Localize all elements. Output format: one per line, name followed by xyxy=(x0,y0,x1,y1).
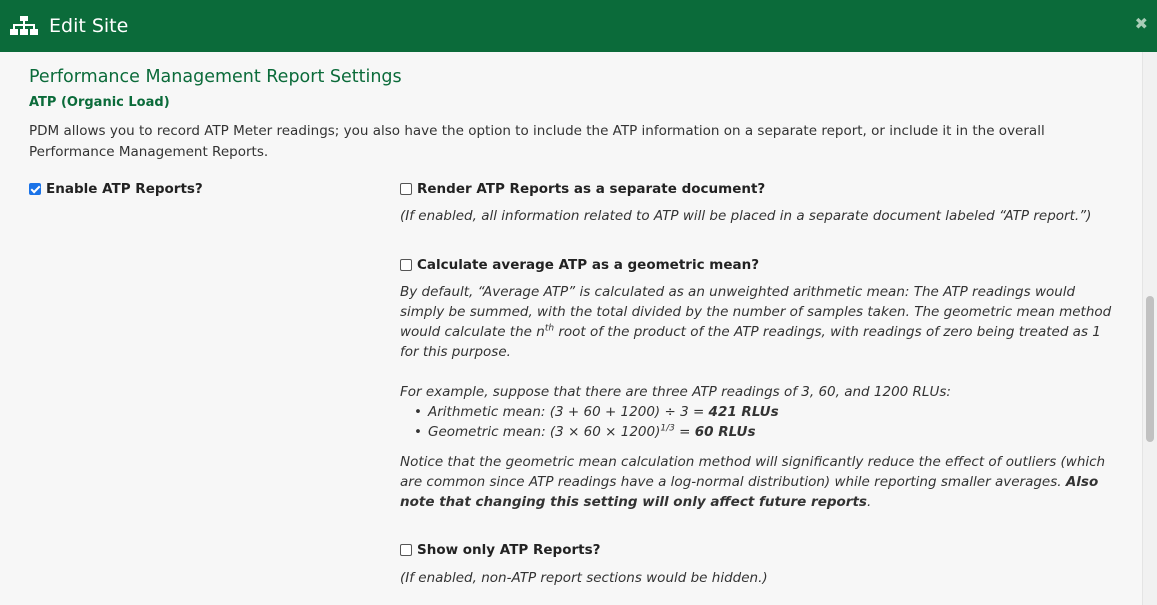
separate-doc-checkbox[interactable] xyxy=(400,183,412,195)
geo-result: 60 RLUs xyxy=(694,424,756,440)
enable-atp-checkbox[interactable] xyxy=(29,183,41,195)
only-atp-row[interactable] xyxy=(400,541,600,559)
geometric-mean-notice xyxy=(400,452,1115,512)
enable-atp-label[interactable]: Enable ATP Reports? xyxy=(46,181,203,197)
notice-bold: Also note that changing this setting will only affect future reports xyxy=(400,474,1099,510)
geometric-mean-description xyxy=(400,282,1115,362)
list-item xyxy=(428,402,779,422)
section-subtitle: ATP (Organic Load) xyxy=(29,95,170,110)
list-item xyxy=(428,422,779,442)
scrollbar[interactable] xyxy=(1142,52,1157,605)
desc-text-1: By default, “Average ATP” is calculated as an unweighted arithmetic mean: The ATP readings would simply be summed, with the total divided by the number of samples taken. The geometric mean method would calculate the n xyxy=(400,284,1112,340)
only-atp-label[interactable]: Show only ATP Reports? xyxy=(417,542,601,558)
modal-header xyxy=(0,0,1157,52)
geo-text: Geometric mean: (3 × 60 × 1200) xyxy=(428,424,661,440)
example-intro: For example, suppose that there are three ATP readings of 3, 60, and 1200 RLUs: xyxy=(400,384,951,400)
geometric-mean-row[interactable] xyxy=(400,256,759,274)
enable-atp-row[interactable] xyxy=(29,180,203,198)
arith-text: Arithmetic mean: (3 + 60 + 1200) ÷ 3 = xyxy=(428,404,709,420)
sitemap-icon xyxy=(10,16,38,36)
geo-eq: = xyxy=(674,424,695,440)
section-intro: PDM allows you to record ATP Meter readings; you also have the option to include the ATP information on a separate report, or include it in the overall Performance Management Reports. xyxy=(29,123,1045,160)
only-atp-checkbox[interactable] xyxy=(400,544,412,556)
desc-superscript: th xyxy=(544,323,555,334)
separate-doc-row[interactable] xyxy=(400,180,765,198)
section-title: Performance Management Report Settings xyxy=(29,67,402,87)
only-atp-note: (If enabled, non-ATP report sections would be hidden.) xyxy=(400,570,768,586)
example-list xyxy=(428,402,779,442)
separate-doc-label[interactable]: Render ATP Reports as a separate document? xyxy=(417,181,766,197)
geometric-mean-checkbox[interactable] xyxy=(400,259,412,271)
geometric-mean-label[interactable]: Calculate average ATP as a geometric mean? xyxy=(417,257,760,273)
separate-doc-note: (If enabled, all information related to ATP will be placed in a separate document labeled “ATP report.”) xyxy=(400,208,1092,224)
arith-result: 421 RLUs xyxy=(708,404,779,420)
close-icon[interactable]: ✖ xyxy=(1134,14,1148,33)
modal-title: Edit Site xyxy=(49,15,129,37)
desc-text-2: root of the product of the ATP readings, with readings of zero being treated as 1 for this purpose. xyxy=(400,324,1101,360)
notice-end: . xyxy=(866,494,872,510)
geo-superscript: 1/3 xyxy=(660,423,675,434)
scrollbar-thumb[interactable] xyxy=(1146,296,1154,442)
notice-text: Notice that the geometric mean calculation method will significantly reduce the effect of outliers (which are common since ATP readings have a log-normal distribution) while reporting smaller averages. xyxy=(400,454,1106,490)
